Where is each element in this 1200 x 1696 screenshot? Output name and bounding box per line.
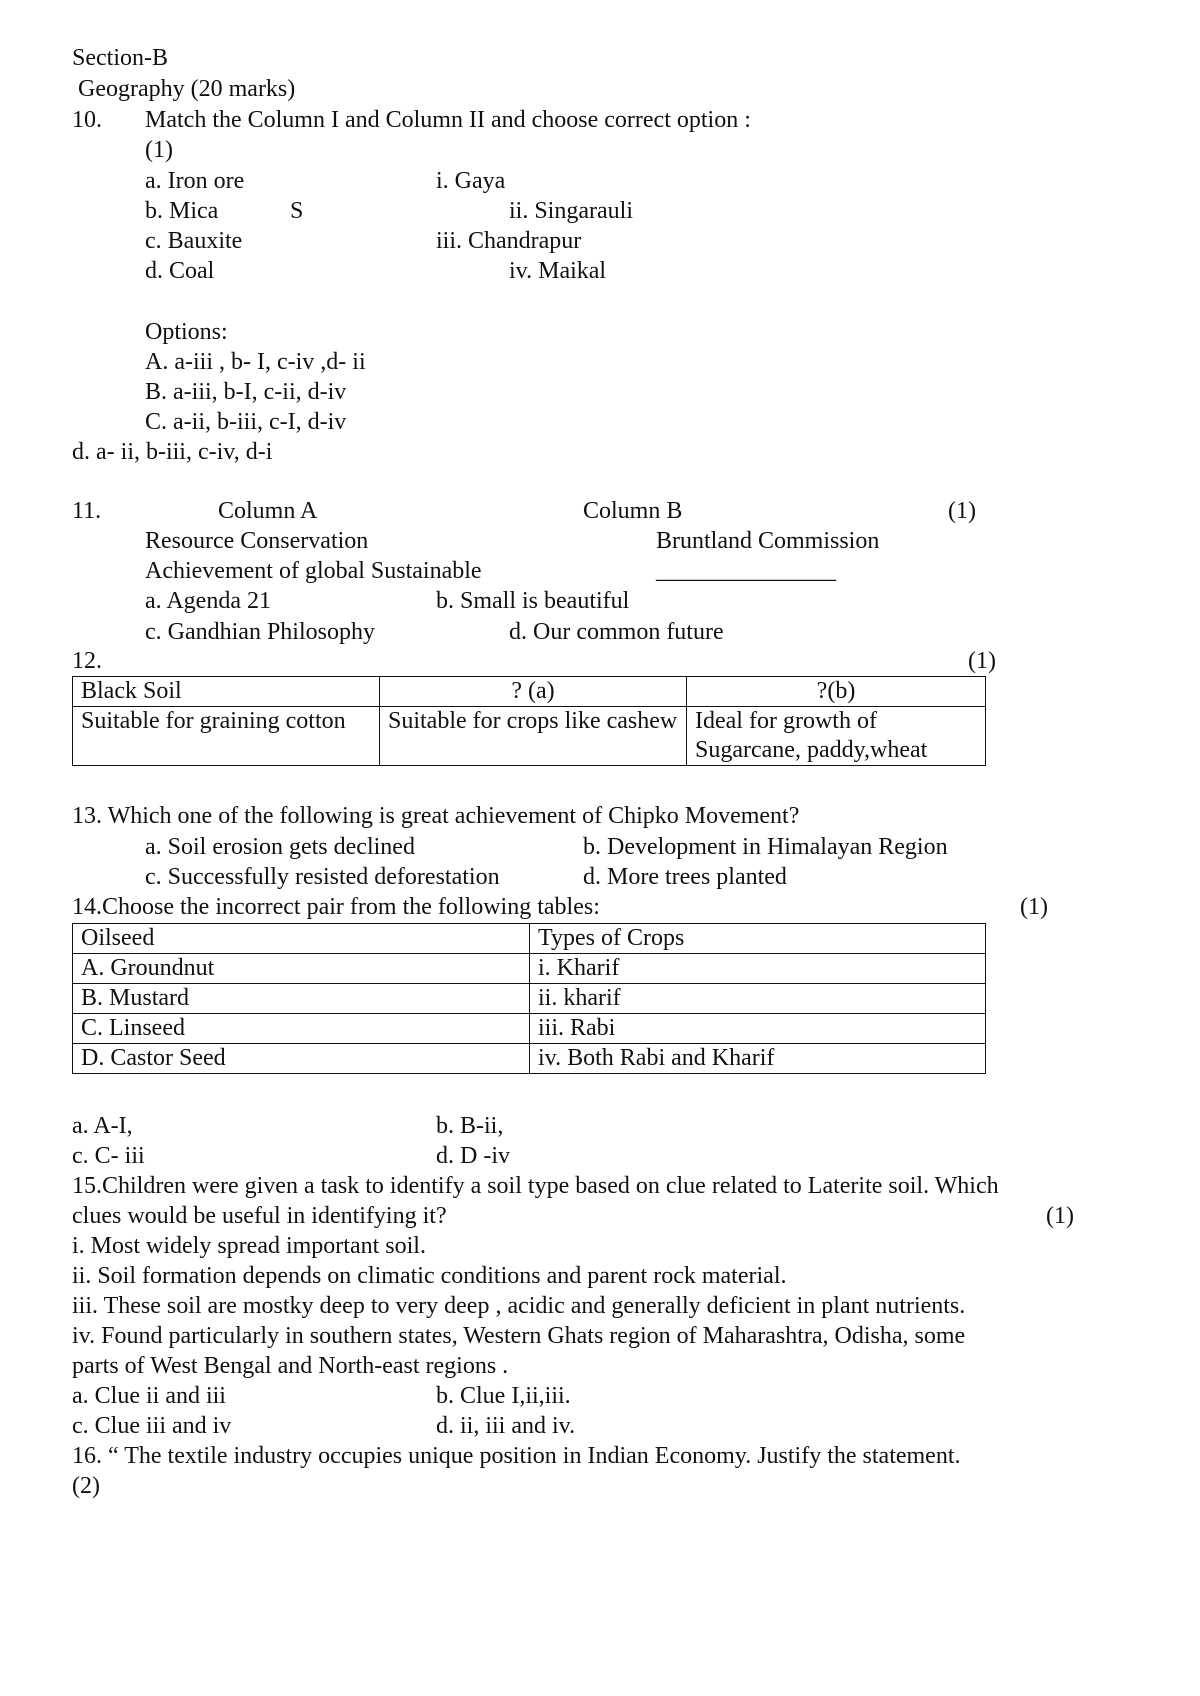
- q15-option: b. Clue I,ii,iii.: [436, 1383, 571, 1409]
- q14-oilseed-table: [72, 923, 986, 1074]
- q10-right-item: iv. Maikal: [509, 258, 607, 284]
- q14-question: 14.Choose the incorrect pair from the following tables:: [72, 894, 600, 920]
- q11-row1-a: Resource Conservation: [145, 528, 369, 554]
- q14-option: c. C- iii: [72, 1143, 145, 1169]
- q11-marks: (1): [948, 498, 976, 524]
- table-cell: Suitable for crops like cashew: [380, 707, 687, 766]
- q11-option: b. Small is beautiful: [436, 588, 630, 614]
- q10-marks: (1): [145, 137, 173, 163]
- table-row: [73, 1014, 986, 1044]
- table-cell: i. Kharif: [530, 954, 986, 984]
- q14-option: b. B-ii,: [436, 1113, 504, 1139]
- q11-row2-blank: _______________: [656, 558, 836, 584]
- table-cell: Suitable for graining cotton: [73, 707, 380, 766]
- table-cell: C. Linseed: [73, 1014, 530, 1044]
- q11-row1-b: Bruntland Commission: [656, 528, 880, 554]
- table-row: [73, 984, 986, 1014]
- q16-marks: (2): [72, 1473, 100, 1499]
- table-row: [73, 677, 986, 707]
- table-row: [73, 954, 986, 984]
- table-header-cell: ?(b): [687, 677, 986, 707]
- table-header-cell: Oilseed: [73, 924, 530, 954]
- q13-question: 13. Which one of the following is great achievement of Chipko Movement?: [72, 803, 800, 829]
- q10-option: A. a-iii , b- I, c-iv ,d- ii: [145, 349, 366, 375]
- q10-options-label: Options:: [145, 319, 228, 345]
- subsection-title: Geography (20 marks): [78, 76, 296, 102]
- q13-option: b. Development in Himalayan Region: [583, 834, 948, 860]
- q10-left-item: c. Bauxite: [145, 228, 243, 254]
- q11-option: a. Agenda 21: [145, 588, 271, 614]
- q10-left-item: a. Iron ore: [145, 168, 245, 194]
- q10-left-item: b. Mica: [145, 198, 219, 224]
- q11-column-b-heading: Column B: [583, 498, 683, 524]
- q15-option: c. Clue iii and iv: [72, 1413, 232, 1439]
- q15-clue: ii. Soil formation depends on climatic conditions and parent rock material.: [72, 1263, 787, 1289]
- q14-option: a. A-I,: [72, 1113, 133, 1139]
- q11-number: 11.: [72, 498, 102, 524]
- table-cell: iv. Both Rabi and Kharif: [530, 1044, 986, 1074]
- q11-option: c. Gandhian Philosophy: [145, 619, 375, 645]
- table-cell: B. Mustard: [73, 984, 530, 1014]
- q10-right-item: iii. Chandrapur: [436, 228, 582, 254]
- q14-marks: (1): [1020, 894, 1048, 920]
- q11-option: d. Our common future: [509, 619, 724, 645]
- q12-number: 12.: [72, 648, 102, 674]
- table-cell: iii. Rabi: [530, 1014, 986, 1044]
- table-cell: A. Groundnut: [73, 954, 530, 984]
- q11-row2-a: Achievement of global Sustainable: [145, 558, 482, 584]
- q15-clue: iv. Found particularly in southern states, Western Ghats region of Maharashtra, Odisha, some: [72, 1323, 966, 1349]
- q15-clue: i. Most widely spread important soil.: [72, 1233, 426, 1259]
- q10-question: Match the Column I and Column II and choose correct option :: [145, 107, 751, 133]
- q10-right-item: ii. Singarauli: [509, 198, 633, 224]
- q13-option: d. More trees planted: [583, 864, 787, 890]
- q15-question-line: clues would be useful in identifying it?: [72, 1203, 447, 1229]
- q10-stray-letter: S: [290, 198, 304, 224]
- q15-question-line: 15.Children were given a task to identify a soil type based on clue related to Laterite soil. Which: [72, 1173, 999, 1199]
- q10-option: C. a-ii, b-iii, c-I, d-iv: [145, 409, 347, 435]
- q12-marks: (1): [968, 648, 996, 674]
- q10-number: 10.: [72, 107, 102, 133]
- q10-right-item: i. Gaya: [436, 168, 506, 194]
- table-cell: Ideal for growth of Sugarcane, paddy,wheat: [687, 707, 986, 766]
- q15-option: d. ii, iii and iv.: [436, 1413, 576, 1439]
- q14-option: d. D -iv: [436, 1143, 510, 1169]
- q15-clue: iii. These soil are mostky deep to very deep , acidic and generally deficient in plant nutrients.: [72, 1293, 966, 1319]
- q15-option: a. Clue ii and iii: [72, 1383, 226, 1409]
- q10-option: d. a- ii, b-iii, c-iv, d-i: [72, 439, 273, 465]
- section-title: Section-B: [72, 45, 168, 71]
- q12-soil-table: [72, 676, 986, 766]
- table-row: [73, 924, 986, 954]
- q16-question: 16. “ The textile industry occupies unique position in Indian Economy. Justify the statement.: [72, 1443, 961, 1469]
- q11-column-a-heading: Column A: [218, 498, 318, 524]
- q13-option: a. Soil erosion gets declined: [145, 834, 415, 860]
- q10-option: B. a-iii, b-I, c-ii, d-iv: [145, 379, 347, 405]
- q10-left-item: d. Coal: [145, 258, 215, 284]
- table-row: [73, 1044, 986, 1074]
- table-header-cell: Types of Crops: [530, 924, 986, 954]
- table-header-cell: Black Soil: [73, 677, 380, 707]
- table-header-cell: ? (a): [380, 677, 687, 707]
- q13-option: c. Successfully resisted deforestation: [145, 864, 500, 890]
- q15-marks: (1): [1046, 1203, 1074, 1229]
- table-cell: D. Castor Seed: [73, 1044, 530, 1074]
- q15-clue: parts of West Bengal and North-east regions .: [72, 1353, 509, 1379]
- table-row: [73, 707, 986, 766]
- table-cell: ii. kharif: [530, 984, 986, 1014]
